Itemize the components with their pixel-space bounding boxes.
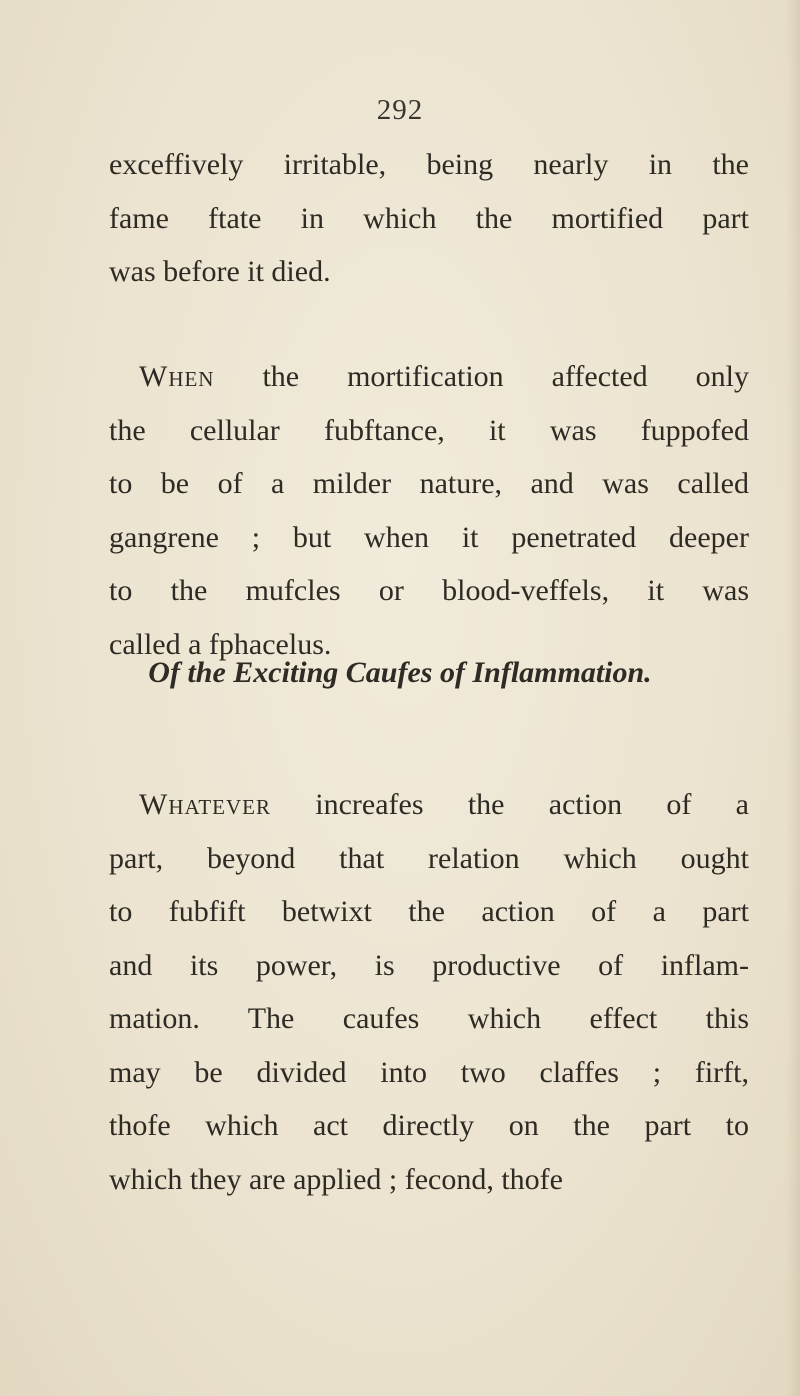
- text-line: exceffively irritable, being nearly in the: [109, 148, 749, 181]
- text-line: thofe which act directly on the part to: [109, 1109, 749, 1142]
- page-number: 292: [376, 94, 424, 126]
- text-line: [109, 350, 749, 404]
- text-line-rest: the mortification affected only: [214, 360, 749, 393]
- text-line: to the mufcles or blood-veffels, it was: [109, 574, 749, 607]
- text-line: mation. The caufes which effect this: [109, 1002, 749, 1035]
- text-line: the cellular fubftance, it was fuppofed: [109, 413, 749, 447]
- page-edge-shadow: [786, 0, 800, 1396]
- text-line: may be divided into two claffes ; firft,: [109, 1055, 749, 1089]
- text-line: part, beyond that relation which ought: [109, 841, 749, 875]
- text-line: to be of a milder nature, and was called: [109, 467, 749, 500]
- section-heading: Of the Exciting Caufes of Inflammation.: [148, 656, 652, 689]
- text-line: [109, 778, 749, 832]
- text-line: called a fphacelus.: [109, 627, 332, 661]
- text-line: to fubfift betwixt the action of a part: [109, 895, 749, 928]
- paragraph-mortification: [109, 350, 749, 671]
- lead-word: When: [139, 360, 215, 393]
- text-line: fame ftate in which the mortified part: [109, 201, 749, 235]
- paragraph-continuation: [109, 138, 749, 299]
- text-line: which they are applied ; fecond, thofe: [109, 1162, 563, 1196]
- text-line: was before it died.: [109, 255, 331, 288]
- text-line: and its power, is productive of inflam-: [109, 948, 749, 982]
- paragraph-exciting-causes: [109, 778, 749, 1206]
- text-line-rest: increafes the action of a: [270, 788, 749, 821]
- lead-word: Whatever: [139, 788, 271, 821]
- text-line: gangrene ; but when it penetrated deeper: [109, 520, 749, 554]
